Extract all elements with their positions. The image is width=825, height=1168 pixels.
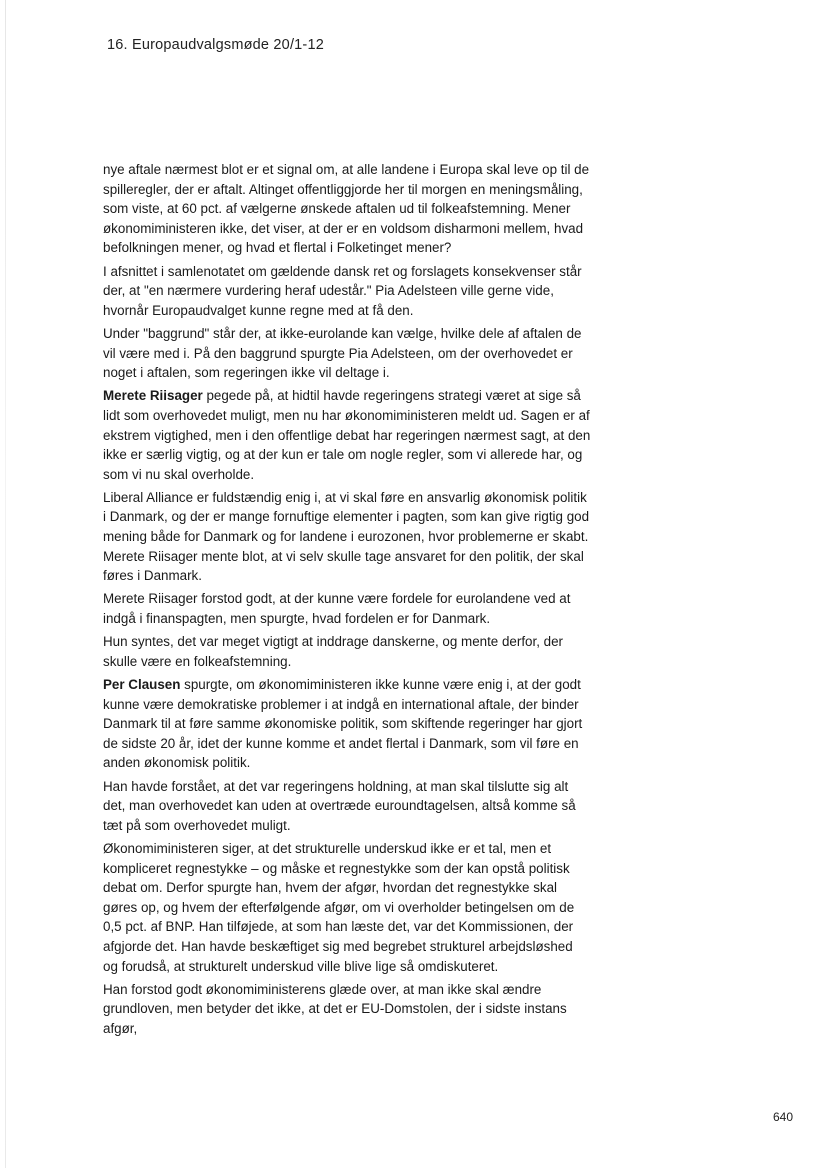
paragraph [103, 980, 591, 1039]
paragraph [103, 632, 591, 671]
page-header: 16. Europaudvalgsmøde 20/1-12 [107, 37, 324, 53]
paragraph-text: pegede på, at hidtil havde regeringens strategi været at sige så lidt som overhovedet muligt, men nu har økonomiministeren meldt ud. Sagen er af ekstrem vigtighed, men i den offentlige debat har regeringen nærmest sagt, at den ikke er særlig vigtig, og at der kun er tale om nogle regler, som vi allerede har, og som vi nu skal overholde. [103, 388, 591, 482]
paragraph [103, 839, 591, 976]
paragraph-text: Hun syntes, det var meget vigtigt at inddrage danskerne, og mente derfor, der skulle være en folkeafstemning. [103, 634, 564, 669]
paragraph [103, 262, 591, 321]
paragraph [103, 386, 591, 484]
paragraph-text: nye aftale nærmest blot er et signal om, at alle landene i Europa skal leve op til de spilleregler, der er aftalt. Altinget offentliggjorde her til morgen en meningsmåling, som viste, at 60 pct. af vælgerne ønskede aftalen ud til folkeafstemning. Mener økonomiministeren ikke, det viser, at der er en voldsom disharmoni mellem, hvad befolkningen mener, og hvad et flertal i Folketinget mener? [103, 162, 590, 256]
paragraph-text: Økonomiministeren siger, at det strukturelle underskud ikke er et tal, men et kompliceret regnestykke – og måske et regnestykke som der kan opstå politisk debat om. Derfor spurgte han, hvem der afgør, hvordan det regnestykke skal gøres op, og hvem der efterfølgende afgør, om vi overholder betingelsen om de 0,5 pct. af BNP. Han tilføjede, at som han læste det, var det Kommissionen, der afgjorde det. Han havde beskæftiget sig med begrebet strukturel arbejdsløshed og forudså, at strukturelt underskud ville blive lige så omdiskuteret. [103, 840, 575, 974]
scan-edge [5, 0, 6, 1168]
paragraph-text: Han forstod godt økonomiministerens glæde over, at man ikke skal ændre grundloven, men betyder det ikke, at det er EU-Domstolen, der i sidste instans afgør, [103, 981, 567, 1036]
paragraph [103, 777, 591, 836]
paragraph [103, 160, 591, 258]
paragraph-text: Merete Riisager forstod godt, at der kunne være fordele for eurolandene ved at indgå i finanspagten, men spurgte, hvad fordelen er for Danmark. [103, 591, 571, 627]
paragraph [103, 488, 591, 586]
paragraph-text: Han havde forstået, at det var regeringens holdning, at man skal tilslutte sig alt det, man overhovedet kan uden at overtræde euroundtagelsen, altså komme så tæt på som overhovedet muligt. [103, 778, 576, 833]
document-body [103, 160, 591, 1042]
paragraph [103, 324, 591, 383]
paragraph [103, 675, 591, 773]
paragraph-text: Under "baggrund" står der, at ikke-eurolande kan vælge, hvilke dele af aftalen de vil være med i. På den baggrund spurgte Pia Adelsteen, om der overhovedet er noget i aftalen, som regeringen ikke vil deltage i. [103, 325, 582, 381]
paragraph-text: spurgte, om økonomiministeren ikke kunne være enig i, at der godt kunne være demokratiske problemer i at indgå en international aftale, der binder Danmark til at føre samme økonomiske politik, som skiftende regeringer har gjort de sidste 20 år, idet der kunne komme et andet flertal i Danmark, som vil føre en anden økonomisk politik. [103, 677, 583, 771]
page-number: 640 [773, 1110, 794, 1124]
paragraph-text: I afsnittet i samlenotatet om gældende dansk ret og forslagets konsekvenser står der, at "en nærmere vurdering heraf udestår." Pia Adelsteen ville gerne vide, hvornår Europaudvalget kunne regne med at få den. [103, 263, 582, 318]
paragraph-text: Liberal Alliance er fuldstændig enig i, at vi skal føre en ansvarlig økonomisk politik i Danmark, og der er mange fornuftige elementer i pagten, som kan give rigtig god mening både for Danmark og for landene i eurozonen, hvor problemerne er skabt. Merete Riisager mente blot, at vi selv skulle tage ansvaret for den politik, der skal føres i Danmark. [103, 489, 590, 584]
speaker-name: Merete Riisager [103, 388, 203, 404]
paragraph [103, 589, 591, 628]
speaker-name: Per Clausen [103, 677, 181, 692]
